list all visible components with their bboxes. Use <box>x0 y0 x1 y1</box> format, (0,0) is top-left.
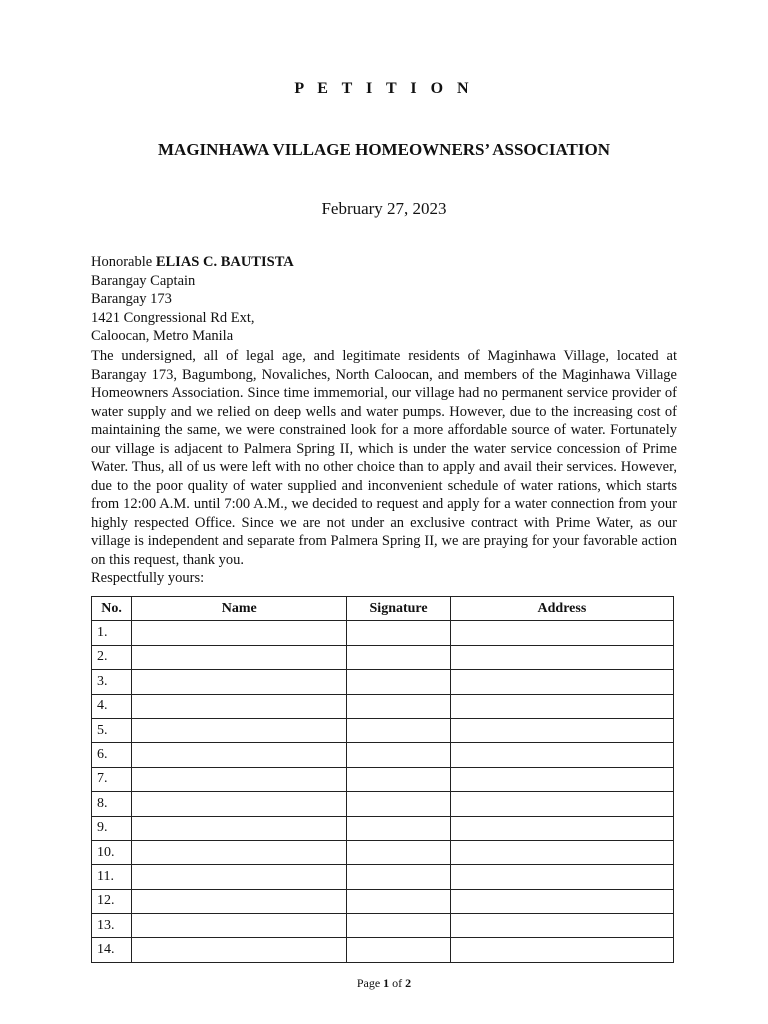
signature-cell[interactable] <box>347 767 451 791</box>
table-row <box>92 938 674 962</box>
row-number: 5. <box>92 718 132 742</box>
name-cell[interactable] <box>132 718 347 742</box>
row-number: 8. <box>92 792 132 816</box>
name-cell[interactable] <box>132 645 347 669</box>
table-row <box>92 889 674 913</box>
signature-cell[interactable] <box>347 816 451 840</box>
closing-line: Respectfully yours: <box>91 570 205 586</box>
table-header-row <box>92 597 674 621</box>
address-cell[interactable] <box>450 694 673 718</box>
address-cell[interactable] <box>450 840 673 864</box>
table-row <box>92 767 674 791</box>
row-number: 12. <box>92 889 132 913</box>
signature-cell[interactable] <box>347 670 451 694</box>
header-name: Name <box>132 597 347 621</box>
name-cell[interactable] <box>132 743 347 767</box>
name-cell[interactable] <box>132 670 347 694</box>
signature-table <box>91 596 674 963</box>
addressee-block <box>91 253 294 346</box>
address-cell[interactable] <box>450 743 673 767</box>
name-cell[interactable] <box>132 792 347 816</box>
footer-total-pages: 2 <box>405 976 412 990</box>
table-row <box>92 865 674 889</box>
table-row <box>92 718 674 742</box>
table-row <box>92 792 674 816</box>
addressee-name: ELIAS C. BAUTISTA <box>155 254 294 270</box>
address-cell[interactable] <box>450 816 673 840</box>
name-cell[interactable] <box>132 816 347 840</box>
addressee-name-line <box>91 253 294 272</box>
address-cell[interactable] <box>450 889 673 913</box>
table-row <box>92 914 674 938</box>
addressee-honorific: Honorable <box>91 254 156 270</box>
organization-heading: MAGINHAWA VILLAGE HOMEOWNERS’ ASSOCIATION <box>158 140 610 159</box>
address-cell[interactable] <box>450 792 673 816</box>
name-cell[interactable] <box>132 889 347 913</box>
row-number: 11. <box>92 865 132 889</box>
row-number: 3. <box>92 670 132 694</box>
addressee-city: Caloocan, Metro Manila <box>91 328 234 344</box>
name-cell[interactable] <box>132 938 347 962</box>
petition-body <box>91 347 677 588</box>
row-number: 7. <box>92 767 132 791</box>
table-row <box>92 840 674 864</box>
address-cell[interactable] <box>450 865 673 889</box>
name-cell[interactable] <box>132 840 347 864</box>
page-footer <box>0 976 768 991</box>
signature-cell[interactable] <box>347 694 451 718</box>
signature-cell[interactable] <box>347 792 451 816</box>
address-cell[interactable] <box>450 914 673 938</box>
header-signature: Signature <box>347 597 451 621</box>
signature-cell[interactable] <box>347 743 451 767</box>
addressee-position: Barangay Captain <box>91 272 196 289</box>
name-cell[interactable] <box>132 914 347 938</box>
table-row <box>92 621 674 645</box>
row-number: 14. <box>92 938 132 962</box>
document-date: February 27, 2023 <box>321 199 447 218</box>
table-row <box>92 816 674 840</box>
signature-cell[interactable] <box>347 938 451 962</box>
address-cell[interactable] <box>450 670 673 694</box>
footer-of-word: of <box>389 976 406 990</box>
addressee-street: 1421 Congressional Rd Ext, <box>91 309 255 326</box>
table-row <box>92 694 674 718</box>
name-cell[interactable] <box>132 694 347 718</box>
address-cell[interactable] <box>450 718 673 742</box>
name-cell[interactable] <box>132 621 347 645</box>
row-number: 6. <box>92 743 132 767</box>
table-row <box>92 645 674 669</box>
row-number: 9. <box>92 816 132 840</box>
header-no: No. <box>92 597 132 621</box>
signature-cell[interactable] <box>347 645 451 669</box>
address-cell[interactable] <box>450 645 673 669</box>
row-number: 1. <box>92 621 132 645</box>
signature-cell[interactable] <box>347 718 451 742</box>
address-cell[interactable] <box>450 938 673 962</box>
address-cell[interactable] <box>450 767 673 791</box>
signature-cell[interactable] <box>347 914 451 938</box>
signature-cell[interactable] <box>347 865 451 889</box>
signature-cell[interactable] <box>347 889 451 913</box>
header-address: Address <box>450 597 673 621</box>
row-number: 10. <box>92 840 132 864</box>
row-number: 13. <box>92 914 132 938</box>
petition-paragraph: The undersigned, all of legal age, and legitimate residents of Maginhawa Village, located at Barangay 173, Bagumbong, Novaliches, North Caloocan, and members of the Maginhawa Village Homeowners Association. Since time immemorial, our village had no permanent service provider of water supply and we relied on deep wells and water pumps. However, due to the increasing cost of maintaining the same, we were constrained look for a more affordable source of water. Fortunately our village is adjacent to Palmera Spring II, which is under the water service concession of Prime Water. Thus, all of us were left with no other choice than to apply and avail their services. However, due to the poor quality of water supplied and inconvenient schedule of water rations, which starts from 12:00 A.M. until 7:00 A.M., we decided to request and apply for a water connection from your highly respected Office. Since we are not under an exclusive contract with Prime Water, as our village is independent and separate from Palmera Spring II, we are praying for your favorable action on this request, thank you. <box>91 348 677 568</box>
addressee-barangay: Barangay 173 <box>91 291 172 307</box>
row-number: 2. <box>92 645 132 669</box>
table-row <box>92 743 674 767</box>
address-cell[interactable] <box>450 621 673 645</box>
signature-cell[interactable] <box>347 621 451 645</box>
footer-page-word: Page <box>356 976 384 990</box>
signature-cell[interactable] <box>347 840 451 864</box>
name-cell[interactable] <box>132 767 347 791</box>
row-number: 4. <box>92 694 132 718</box>
signature-rows <box>92 621 674 962</box>
document-title: P E T I T I O N <box>294 80 474 97</box>
table-row <box>92 670 674 694</box>
footer-current-page: 1 <box>383 976 390 990</box>
name-cell[interactable] <box>132 865 347 889</box>
